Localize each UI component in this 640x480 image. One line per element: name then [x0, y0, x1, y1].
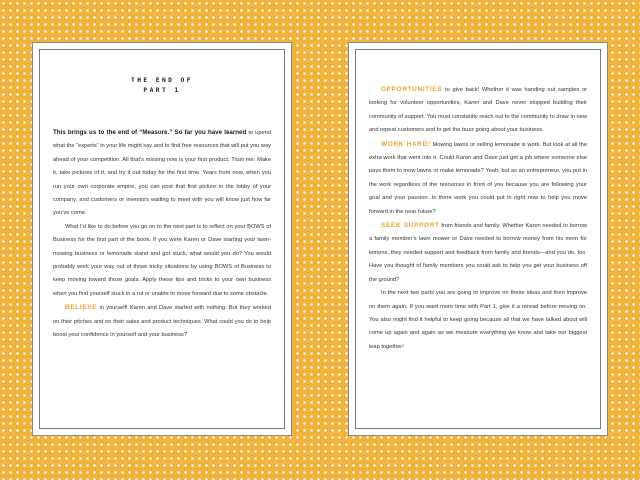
opportunities-paragraph	[369, 83, 587, 138]
work-hard-paragraph	[369, 138, 587, 219]
closing-paragraph: In the next two parts you are going to improve on these ideas and then improve on them again. If you want more time with Part 1, give it a reread before moving on. You also might find it helpful to keep going because all that we have talked about will come up again and again as we measure everything we know and take our biggest leap together!	[369, 290, 587, 350]
believe-text: in yourself! Karen and Dave started with nothing. But they worked on their pitches and on their sales and product techniques. What could you do to help boost your confidence in yourself and your business?	[53, 305, 271, 339]
opportunities-text: to give back! Whether it was handing out samples or looking for volunteer opportunities, Karen and Dave never stopped building their community of support. You must constantly reach out to the community to draw in new and repeat customers and to get the buzz going about your business.	[369, 87, 587, 134]
reflect-paragraph: What I’d like to do before you go on to the next part is to reflect on your BOWS of Business for the first part of the book. If you were Karen or Dave starting your lawn-mowing business or lemonade stand and got stuck, what would you do? You would probably work your way out of those tricky situations by using BOWS of Business to keep moving toward those goals. Apply these tips and tricks to your own business when you find yourself stuck in a rut or unable to move forward due to some obstacle.	[53, 223, 271, 297]
opportunities-keyword: OPPORTUNITIES	[381, 86, 443, 93]
intro-text: to upend what the “experts” in your life might say and to find free resources that will put you way ahead of your competition. All that’s missing now is your first product. Trust me: Make it, take pictures of it, and try it out today for the first time. Years from now, when you run your own corporate empire, you can post that first picture in the lobby of your company, and customers or investors waiting to meet with you will know just how far you’ve come.	[53, 130, 271, 217]
seek-support-text: from friends and family. Whether Karen needed to borrow a family member’s lawn mower or Dave needed to borrow money from his mom for lemons, they needed support and feedback from family and friends—and you do, too. Have you thought of family members you could ask to help you get your business off the ground?	[369, 223, 587, 283]
intro-paragraph	[53, 126, 271, 221]
chapter-title	[53, 76, 271, 96]
chapter-title-line-1: THE END OF	[131, 77, 193, 84]
chapter-title-line-2: PART 1	[143, 87, 181, 94]
work-hard-text: Mowing lawns or selling lemonade is work. But look at all the extra work that went into it. Could Karen and Dave just get a job where someone else pays them to mow lawns or make lemonade? Yeah, but as an entrepreneur, you put in the work regardless of the resources in front of you because you are following your goal and your passion. Is there work you could put in right now to help you move forward in the near future?	[369, 141, 587, 215]
seek-support-paragraph	[369, 219, 587, 287]
intro-lead: This brings us to the end of “Measure.” So far you have learned	[53, 129, 247, 136]
believe-keyword: BELIEVE	[65, 304, 98, 312]
right-page	[349, 43, 607, 435]
right-page-text	[369, 83, 587, 354]
believe-paragraph	[53, 301, 271, 342]
left-page-text	[53, 76, 271, 343]
left-page	[33, 43, 291, 435]
work-hard-keyword: WORK HARD!	[381, 140, 431, 148]
seek-support-keyword: SEEK SUPPORT	[381, 222, 440, 230]
